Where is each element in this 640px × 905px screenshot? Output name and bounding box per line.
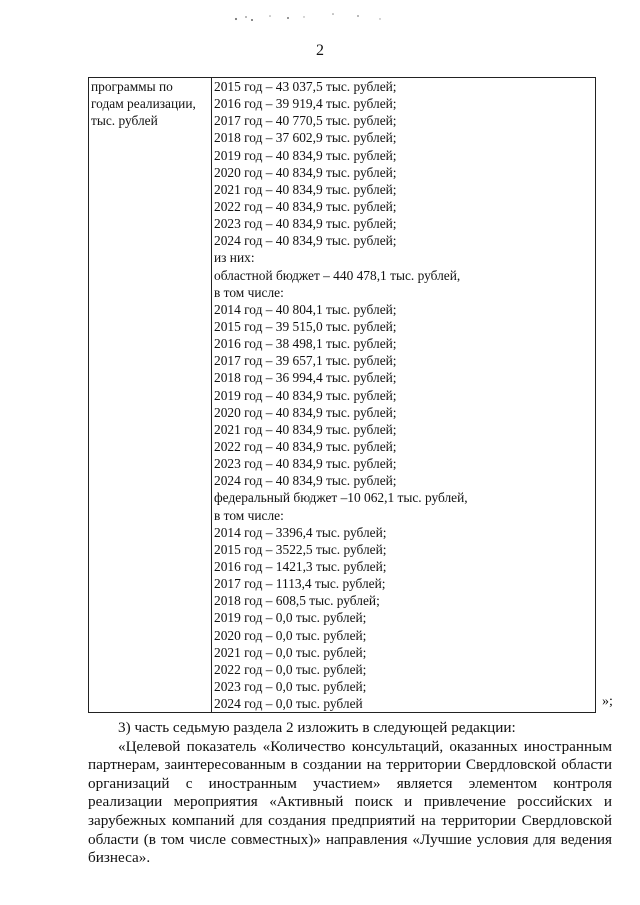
body-text <box>88 719 612 868</box>
value-line: 2020 год – 40 834,9 тыс. рублей; <box>214 404 397 420</box>
value-line: 2021 год – 40 834,9 тыс. рублей; <box>214 181 397 197</box>
value-line: 2022 год – 40 834,9 тыс. рублей; <box>214 438 397 454</box>
value-line: 2023 год – 0,0 тыс. рублей; <box>214 678 367 694</box>
value-line: 2022 год – 0,0 тыс. рублей; <box>214 661 367 677</box>
value-line: 2021 год – 40 834,9 тыс. рублей; <box>214 421 397 437</box>
label-line: программы по <box>91 79 173 94</box>
value-line: 2023 год – 40 834,9 тыс. рублей; <box>214 456 397 472</box>
value-line: 2019 год – 40 834,9 тыс. рублей; <box>214 147 397 163</box>
value-line: 2024 год – 40 834,9 тыс. рублей; <box>214 233 397 249</box>
value-line: 2017 год – 40 770,5 тыс. рублей; <box>214 113 397 129</box>
value-line: из них: <box>214 250 255 266</box>
value-line: областной бюджет – 440 478,1 тыс. рублей, <box>214 267 461 283</box>
value-line: 2018 год – 608,5 тыс. рублей; <box>214 593 380 609</box>
closing-quote-mark: »; <box>602 694 613 709</box>
value-line: 2024 год – 40 834,9 тыс. рублей; <box>214 473 397 489</box>
value-line: 2019 год – 0,0 тыс. рублей; <box>214 610 367 626</box>
value-line: в том числе: <box>214 284 284 300</box>
amendment-paragraph: 3) часть седьмую раздела 2 изложить в следующей редакции: <box>118 719 516 736</box>
value-line: 2021 год – 0,0 тыс. рублей; <box>214 644 367 660</box>
value-line: 2016 год – 38 498,1 тыс. рублей; <box>214 336 397 352</box>
indicator-paragraph: «Целевой показатель «Количество консультаций, оказанных иностранным партнерам, заинтересованным в создании на территории Свердловской области организаций с иностранным участием» является элементом контроля реализации мероприятия «Активный поиск и привлечение российских и зарубежных компаний для создания предприятий на территории Свердловской области (в том числе совместных)» направления «Лучшие условия для ведения бизнеса». <box>88 737 612 867</box>
value-line: 2020 год – 0,0 тыс. рублей; <box>214 627 367 643</box>
label-line: годам реализации, <box>91 96 196 112</box>
value-line: 2022 год – 40 834,9 тыс. рублей; <box>214 198 397 214</box>
value-line: 2014 год – 3396,4 тыс. рублей; <box>214 524 387 540</box>
value-line: 2018 год – 36 994,4 тыс. рублей; <box>214 370 397 386</box>
value-line: 2015 год – 43 037,5 тыс. рублей; <box>214 79 397 94</box>
page-number: 2 <box>316 42 324 59</box>
value-line: 2023 год – 40 834,9 тыс. рублей; <box>214 216 397 232</box>
scan-noise-marks <box>230 10 390 24</box>
value-line: 2016 год – 1421,3 тыс. рублей; <box>214 558 387 574</box>
value-line: 2017 год – 39 657,1 тыс. рублей; <box>214 353 397 369</box>
value-line: 2016 год – 39 919,4 тыс. рублей; <box>214 96 397 112</box>
value-line: 2015 год – 3522,5 тыс. рублей; <box>214 541 387 557</box>
value-line: 2018 год – 37 602,9 тыс. рублей; <box>214 130 397 146</box>
value-line: федеральный бюджет –10 062,1 тыс. рублей, <box>214 490 468 506</box>
value-line: 2019 год – 40 834,9 тыс. рублей; <box>214 387 397 403</box>
funding-table <box>88 77 596 713</box>
value-line: в том числе: <box>214 507 284 523</box>
value-line: 2014 год – 40 804,1 тыс. рублей; <box>214 301 397 317</box>
value-line: 2017 год – 1113,4 тыс. рублей; <box>214 576 386 592</box>
table-row <box>89 78 596 713</box>
table-values-cell <box>212 78 596 713</box>
value-line: 2020 год – 40 834,9 тыс. рублей; <box>214 164 397 180</box>
value-line: 2024 год – 0,0 тыс. рублей <box>214 696 363 712</box>
table-label-cell <box>89 78 212 713</box>
value-line: 2015 год – 39 515,0 тыс. рублей; <box>214 318 397 334</box>
label-line: тыс. рублей <box>91 113 158 129</box>
